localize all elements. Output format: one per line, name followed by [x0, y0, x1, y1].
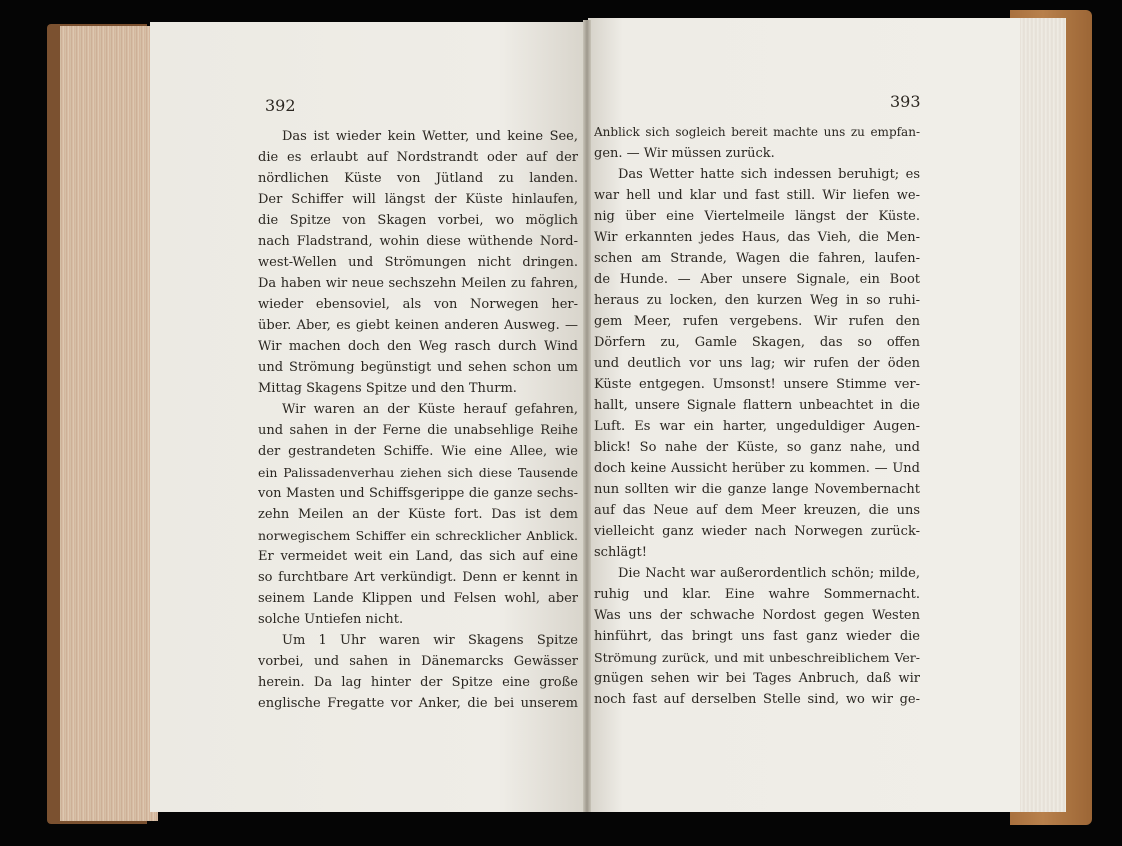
text-line: vorbei, und sahen in Dänemarcks Gewässer — [258, 654, 578, 669]
text-line: der gestrandeten Schiffe. Wie eine Allee, wie — [258, 444, 578, 459]
text-line: zehn Meilen an der Küste fort. Das ist dem — [258, 507, 578, 522]
text-line: Küste entgegen. Umsonst! unsere Stimme ver- — [594, 377, 920, 392]
text-line: über. Aber, es giebt keinen anderen Ausweg. — — [258, 318, 578, 333]
text-line: doch keine Aussicht herüber zu kommen. — Und — [594, 461, 920, 476]
text-line: und sahen in der Ferne die unabsehlige Reihe — [258, 423, 578, 438]
text-line: gem Meer, rufen vergebens. Wir rufen den — [594, 314, 920, 329]
right-page-number: 393 — [890, 92, 921, 111]
text-line: ein Palissadenverhau ziehen sich diese Tausende — [258, 465, 578, 480]
right-page-text — [594, 122, 920, 710]
text-line: gnügen sehen wir bei Tages Anbruch, daß wir — [594, 671, 920, 686]
text-line: schen am Strande, Wagen die fahren, laufen- — [594, 251, 920, 266]
text-line: Wir erkannten jedes Haus, das Vieh, die Men- — [594, 230, 920, 245]
text-line: hallt, unsere Signale flattern unbeachtet in die — [594, 398, 920, 413]
text-line: schlägt! — [594, 545, 648, 560]
text-line: auf das Neue auf dem Meer kreuzen, die uns — [594, 503, 920, 518]
text-line: nach Fladstrand, wohin diese wüthende Nord- — [258, 234, 578, 249]
text-line: und deutlich vor uns lag; wir rufen der öden — [594, 356, 920, 371]
text-line: Das ist wieder kein Wetter, und keine See, — [282, 129, 578, 144]
text-line: Der Schiffer will längst der Küste hinlaufen, — [258, 192, 578, 207]
text-line: de Hunde. — Aber unsere Signale, ein Boot — [594, 272, 920, 287]
text-line: Anblick sich sogleich bereit machte uns zu empfan- — [594, 125, 920, 139]
text-line: nun sollten wir die ganze lange Novembernacht — [594, 482, 920, 497]
text-line: Um 1 Uhr waren wir Skagens Spitze — [282, 633, 578, 648]
text-line: nig über eine Viertelmeile längst der Küste. — [594, 209, 920, 224]
text-line: und Strömung begünstigt und sehen schon um — [258, 360, 578, 375]
left-page-number: 392 — [265, 96, 296, 115]
text-line: die Spitze von Skagen vorbei, wo möglich — [258, 213, 578, 228]
text-line: Da haben wir neue sechszehn Meilen zu fahren, — [258, 276, 578, 291]
text-line: vielleicht ganz wieder nach Norwegen zurück- — [594, 524, 920, 539]
text-line: Die Nacht war außerordentlich schön; milde, — [618, 566, 920, 581]
text-line: hinführt, das bringt uns fast ganz wieder die — [594, 629, 920, 644]
text-line: so furchtbare Art verkündigt. Denn er kennt in — [258, 570, 578, 585]
text-line: Luft. Es war ein harter, ungeduldiger Augen- — [594, 419, 920, 434]
book-gutter — [583, 20, 591, 812]
text-line: von Masten und Schiffsgerippe die ganze sechs- — [258, 486, 578, 501]
page-edges-left — [60, 26, 158, 821]
text-line: Er vermeidet weit ein Land, das sich auf eine — [258, 549, 578, 564]
text-line: nördlichen Küste von Jütland zu landen. — [258, 171, 578, 186]
text-line: englische Fregatte vor Anker, die bei unserem — [258, 696, 578, 711]
text-line: solche Untiefen nicht. — [258, 612, 404, 627]
text-line: Wir waren an der Küste herauf gefahren, — [282, 402, 578, 417]
text-line: Was uns der schwache Nordost gegen Westen — [594, 608, 920, 623]
text-line: Strömung zurück, und mit unbeschreiblichem Ver- — [594, 650, 920, 665]
text-line: west-Wellen und Strömungen nicht dringen. — [258, 255, 578, 270]
text-line: seinem Lande Klippen und Felsen wohl, aber — [258, 591, 578, 606]
text-line: noch fast auf derselben Stelle sind, wo wir ge- — [594, 692, 920, 707]
left-page-text — [258, 126, 578, 714]
text-line: Mittag Skagens Spitze und den Thurm. — [258, 381, 517, 396]
text-line: norwegischem Schiffer ein schrecklicher Anblick. — [258, 528, 578, 543]
text-line: Das Wetter hatte sich indessen beruhigt; es — [618, 167, 920, 182]
text-line: ruhig und klar. Eine wahre Sommernacht. — [594, 587, 920, 602]
text-line: gen. — Wir müssen zurück. — [594, 146, 775, 161]
text-line: wieder ebensoviel, als von Norwegen her- — [258, 297, 578, 312]
text-line: herein. Da lag hinter der Spitze eine große — [258, 675, 578, 690]
text-line: war hell und klar und fast still. Wir liefen we- — [594, 188, 920, 203]
text-line: Dörfern zu, Gamle Skagen, das so offen — [594, 335, 920, 350]
text-line: Wir machen doch den Weg rasch durch Wind — [258, 339, 578, 354]
text-line: die es erlaubt auf Nordstrandt oder auf der — [258, 150, 578, 165]
page-edges-right — [1018, 18, 1066, 812]
text-line: blick! So nahe der Küste, so ganz nahe, und — [594, 440, 920, 455]
text-line: heraus zu locken, den kurzen Weg in so ruhi- — [594, 293, 920, 308]
